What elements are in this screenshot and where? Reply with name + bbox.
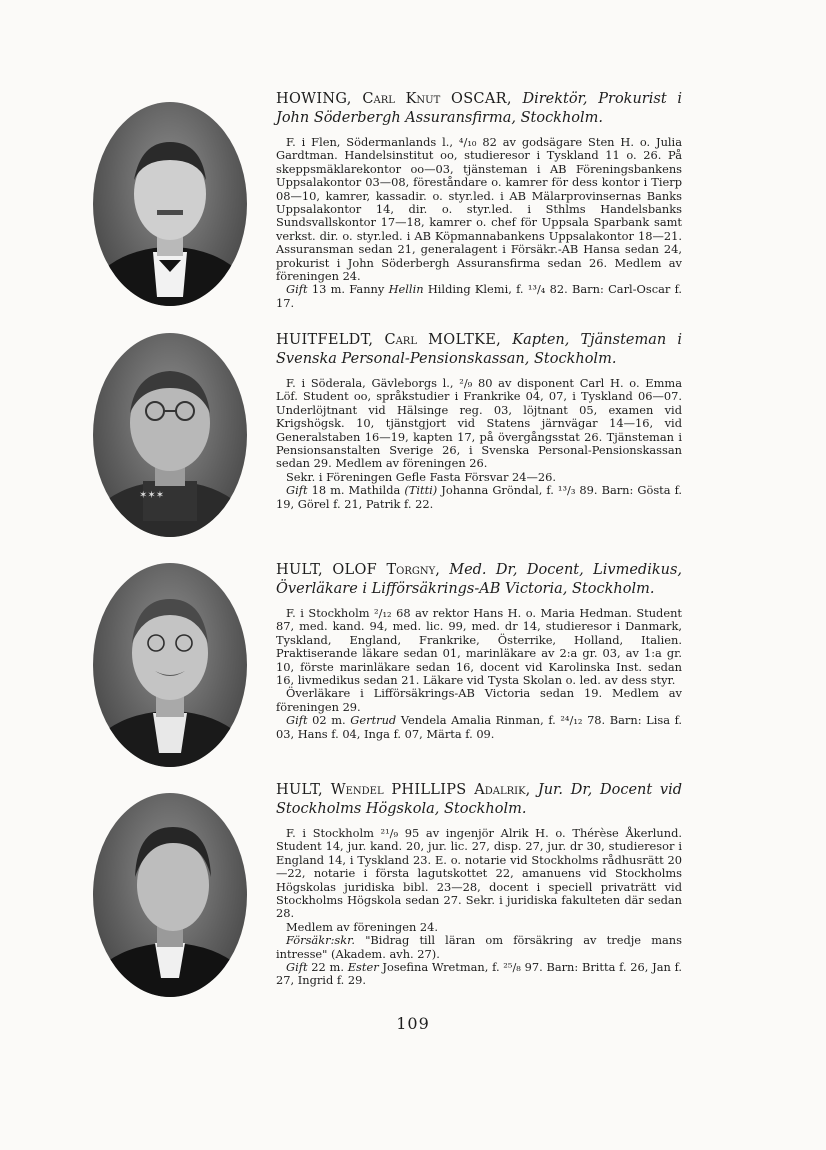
given-names: Adalrik,	[474, 782, 531, 798]
entry-text	[276, 331, 682, 511]
spouse-name: Gertrud	[350, 713, 397, 728]
given-names: Torgny,	[386, 562, 440, 578]
spouse-name: (Titti)	[404, 483, 438, 498]
page-number: 109	[396, 1014, 430, 1033]
call-name: OSCAR,	[451, 91, 512, 107]
entry-text	[276, 561, 682, 741]
entry-text	[276, 90, 682, 310]
biography-paragraph: Sekr. i Föreningen Gefle Fasta Försvar 24—26.	[286, 469, 557, 484]
spouse-name: Hellin	[388, 282, 424, 297]
entry-heading	[276, 331, 682, 369]
portrait-photo	[93, 563, 247, 767]
given-names: Carl	[384, 332, 417, 348]
entry-heading	[276, 781, 682, 819]
gift-label: Gift	[286, 483, 308, 498]
gift-text: Hilding Klemi, f. ¹³/₄ 82. Barn: Carl-Oscar f. 17.	[276, 282, 683, 310]
entry-heading	[276, 90, 682, 128]
portrait-photo	[93, 793, 247, 997]
publication-text: "Bidrag till läran om försäkring av tredje mans intresse" (Akadem. avh. 27).	[276, 933, 682, 961]
marriage-paragraph	[276, 714, 682, 741]
entry-body	[276, 607, 682, 741]
gift-label: Gift	[286, 713, 308, 728]
surname: HOWING,	[276, 91, 352, 107]
entry-body	[276, 377, 682, 511]
entry-title: Kapten, Tjänsteman i Svenska Personal-Pensionskassan, Stockholm.	[276, 332, 682, 367]
given-names: Carl Knut	[362, 91, 441, 107]
portrait-figure	[93, 333, 247, 537]
biography-paragraph: F. i Stockholm ²/₁₂ 68 av rektor Hans H. o. Maria Hedman. Student 87, med. kand. 94, med. lic. 99, med. dr 14, studieresor i Danmark, Tyskland, England, Frankrike, Österrike, Holland, Italien. Praktiserande läkare sedan 01, marinläkare av 2:a gr. 03, av 1:a gr. 10, förste marinläkare sedan 16, docent vid Karolinska Inst. sedan 16, livmedikus sedan 21. Läkare vid Tysta Skolan o. led. av dess styr.	[276, 606, 682, 688]
portrait-photo	[93, 333, 247, 537]
given-names: Wendel	[330, 782, 384, 798]
surname: HUITFELDT,	[276, 332, 374, 348]
publication-paragraph	[276, 934, 682, 961]
entry-body	[276, 136, 682, 310]
gift-text: Josefina Wretman, f. ²⁵/₈ 97. Barn: Britta f. 26, Jan f. 27, Ingrid f. 29.	[276, 960, 683, 988]
entry-body	[276, 827, 682, 988]
biography-paragraph: Överläkare i Lifförsäkrings-AB Victoria sedan 19. Medlem av föreningen 29.	[276, 686, 682, 714]
gift-text: 02 m.	[312, 713, 346, 728]
marriage-paragraph	[276, 961, 682, 988]
entry-heading	[276, 561, 682, 599]
biography-paragraph: Medlem av föreningen 24.	[286, 919, 439, 934]
gift-label: Gift	[286, 960, 308, 975]
biography-paragraph: F. i Stockholm ²¹/₉ 95 av ingenjör Alrik H. o. Thérèse Åkerlund. Student 14, jur. kand. 20, jur. lic. 27, disp. 27, jur. dr 30, studieresor i England 14, i Tyskland 23. E. o. notarie vid Stockholms rådhusrätt 20—22, notarie i första lagutskottet 22, amanuens vid Stockholms Högskolas juridiska bibl. 23—28, docent i speciell privaträtt vid Stockholms Högskola sedan 27. Sekr. i juridiska fakulteten där sedan 28.	[276, 826, 682, 921]
entry-text	[276, 781, 682, 988]
publication-label: Försäkr:skr.	[286, 933, 355, 948]
marriage-paragraph	[276, 283, 682, 310]
gift-text: 13 m. Fanny	[311, 282, 385, 297]
biography-paragraph: F. i Flen, Södermanlands l., ⁴/₁₀ 82 av godsägare Sten H. o. Julia Gardtman. Handelsinstitut oo, studieresor i Tyskland 11 o. 26. På skeppsmäklarekontor oo—03, tjänsteman i AB Föreningsbankens Uppsalakontor 03—08, föreståndare o. kamrer för dess kontor i Tierp 08—10, kamrer, kassadir. o. styr.led. i AB Mälarprovinsernas Banks Uppsalakontor 14, dir. o. styr.led. i Sthlms Handelsbanks Sundsvallskontor 17—18, kamrer o. chef för Uppsala Sparbank samt verkst. dir. o. styr.led. i AB Köpmannabankens Uppsalakontor 18—21. Assuransman sedan 21, generalagent i Försäkr.-AB Hansa sedan 24, prokurist i John Söderbergh Assuransfirma sedan 26. Medlem av föreningen 24.	[276, 135, 682, 284]
call-name: OLOF	[332, 562, 378, 578]
portrait-photo	[93, 102, 247, 306]
gift-text: 18 m. Mathilda	[311, 483, 401, 498]
portrait-figure	[93, 102, 247, 306]
call-name: PHILLIPS	[391, 782, 467, 798]
spouse-name: Ester	[347, 960, 379, 975]
gift-label: Gift	[286, 282, 308, 297]
entry-title: Med. Dr, Docent, Livmedikus, Överläkare i Lifförsäkrings-AB Victoria, Stockholm.	[276, 562, 683, 597]
entry-title: Direktör, Prokurist i John Söderbergh Assuransfirma, Stockholm.	[276, 91, 683, 126]
call-name: MOLTKE,	[428, 332, 502, 348]
biography-paragraph: F. i Söderala, Gävleborgs l., ²/₉ 80 av disponent Carl H. o. Emma Löf. Student oo, språkstudier i Frankrike 04, 07, i Tyskland 06—07. Underlöjtnant vid Hälsinge reg. 03, löjtnant 05, examen vid Krigshögsk. 10, tjänstgjort vid Statens järnvägar 14—16, vid Generalstaben 16—19, kapten 17, på övergångsstat 26. Tjänsteman i Pensionsanstalten Sverige 26, i Svenska Personal-Pensionskassan sedan 29. Medlem av föreningen 26.	[276, 376, 682, 471]
gift-text: Vendela Amalia Rinman, f. ²⁴/₁₂ 78. Barn: Lisa f. 03, Hans f. 04, Inga f. 07, Märta f. 09.	[276, 713, 683, 741]
gift-text: 22 m.	[311, 960, 344, 975]
gift-text: Johanna Gröndal, f. ¹³/₃ 89. Barn: Gösta f. 19, Görel f. 21, Patrik f. 22.	[276, 483, 682, 511]
svg-text:✶✶✶: ✶✶✶	[139, 490, 165, 501]
marriage-paragraph	[276, 484, 682, 511]
surname: HULT,	[276, 562, 323, 578]
entry-title: Jur. Dr, Docent vid Stockholms Högskola, Stockholm.	[276, 782, 683, 817]
surname: HULT,	[276, 782, 323, 798]
portrait-figure	[93, 793, 247, 997]
portrait-figure	[93, 563, 247, 767]
